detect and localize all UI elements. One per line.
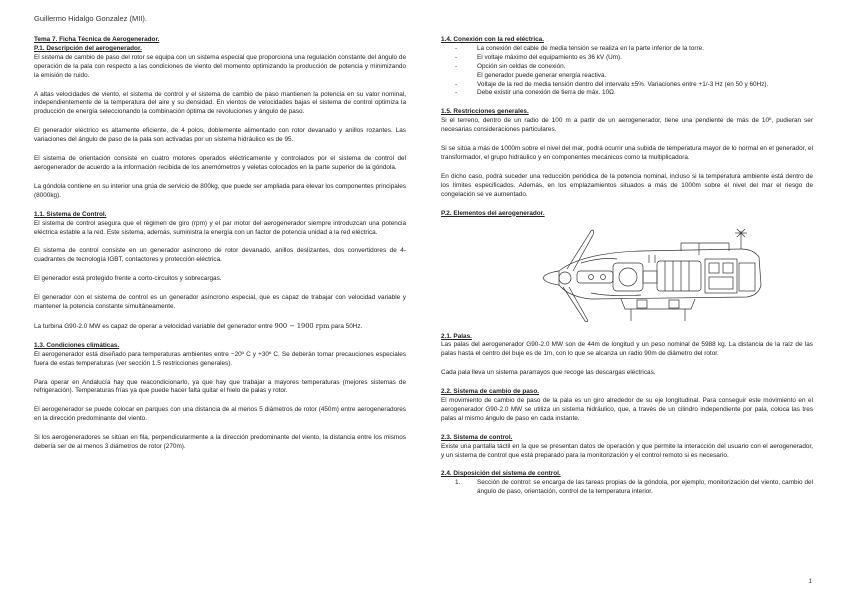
paragraph: El aerogenerador se puede colocar en parques con una distancia de al menos 5 diámetros de rotor (450m) entre aerogeneradores en la dirección predominante del viento. bbox=[34, 406, 406, 423]
paragraph: El sistema de orientación consiste en cuatro motores operados eléctricamente y controlados por el sistema de control del aerogenerador de acuerdo a la información recibida de los anemómetros y veletas colocados en la parte superior de la góndola. bbox=[34, 155, 406, 171]
paragraph: A altas velocidades de viento, el sistema de control y el sistema de cambio de paso mantienen la potencia en su valor nominal, independientemente de la temperatura del aire y su densidad. En vientos de velocidades bajas el sistema de control optimiza la producción de energía seleccionando la combinación óptima de revoluciones y ángulo de paso. bbox=[34, 90, 406, 116]
doc-title: Tema 7. Ficha Técnica de Aerogenerador. bbox=[34, 36, 160, 43]
paragraph: Para operar en Andalucía hay que reacondicionarlo, ya que hay que trabajar a mayores temperaturas (mejores sistemas de refrigeración). Temperaturas frías ya que puede hacer falta quitar el hielo de palas y rotor. bbox=[34, 378, 406, 395]
grid-connection-list bbox=[441, 45, 813, 98]
section-heading-1-3: 1.3. Condiciones climáticas. bbox=[34, 341, 120, 349]
paragraph: Existe una pantalla táctil en la que se presentan datos de operación y que permite la interacción del usuario con el aerogenerador, y un sistema de control que está preparado para la monitorización y el control remoto si es necesario. bbox=[441, 442, 813, 459]
turbine-speed-range: 900 − 1900 rpm bbox=[274, 321, 330, 330]
section-heading-1-5: 1.5. Restricciones generales. bbox=[441, 108, 529, 116]
paragraph: El generador está protegido frente a corto-circuitos y sobrecargas. bbox=[34, 275, 222, 283]
section-heading-p1: P.1. Descripción del aerogenerador. bbox=[34, 44, 142, 52]
section-heading-2-2: 2.2. Sistema de cambio de paso. bbox=[441, 388, 540, 396]
paragraph: En dicho caso, podrá suceder una reducción periódica de la potencia nominal, incluso si la temperatura ambiente está dentro de los límites especificados. Además, en los emplazamientos situados a más de 1000m sobre el nivel del mar el riesgo de congelación se ve aumentado. bbox=[441, 172, 813, 198]
paragraph: Si el terreno, dentro de un radio de 100 m a partir de un aerogenerador, tiene una pendiente de más de 10º, pudieran ser necesarias consideraciones particulares. bbox=[441, 117, 813, 134]
list-item: - La conexión del cable de media tensión se realiza en la parte inferior de la torre. bbox=[441, 45, 813, 54]
nacelle-housing bbox=[559, 249, 761, 299]
list-item: El generador puede generar energía reactiva. bbox=[477, 71, 607, 79]
section-heading-p2: P.2. Elementos del aerogenerador. bbox=[441, 209, 545, 217]
blade-lower bbox=[563, 287, 588, 322]
section-heading-2-1: 2.1. Palas. bbox=[441, 332, 472, 340]
left-column bbox=[34, 36, 406, 462]
transformer bbox=[739, 263, 755, 291]
paragraph: El sistema de cambio de paso del rotor se equipa con un sistema especial que proporciona una regulación constante del ángulo de operación de la pala con respecto a las condiciones de viento del momento optimizando la producción de potencia y minimizando la emisión de ruido. bbox=[34, 53, 406, 79]
paragraph: Las palas del aerogenerador G90-2.0 MW son de 44m de longitud y un peso nominal de 5988 kg. La distancia de la raíz de las palas hasta el centro del buje es de 1m, con lo que se alcanza un radio 90m de diámetro del rotor. bbox=[441, 341, 813, 358]
paragraph: El sistema de control consiste en un generador asíncrono de rotor devanado, anillos deslizantes, dos convertidores de 4-cuadrantes de tecnología IGBT, contactores y protección eléctrica. bbox=[34, 247, 406, 264]
hub-center bbox=[559, 272, 571, 284]
paragraph: El sistema de control asegura que el régimen de giro (rpm) y el par motor del aerogenerador siempre introduzcan una potencia eléctrica estable a la red. Este sistema, además, suministra la energía con un factor de potencia unidad a la red eléctrica. bbox=[34, 219, 406, 236]
coupling bbox=[643, 271, 657, 283]
list-item: - Opción sin celdas de conexión. bbox=[441, 63, 813, 72]
list-item: - El voltaje máximo del equipamiento es 36 kV (Um). bbox=[441, 54, 813, 63]
blade-upper bbox=[567, 230, 594, 271]
paragraph: El aerogenerador está diseñado para temperaturas ambientes entre −20º C y +30º C. Se deberán tomar precauciones especiales fuera de estas temperaturas (ver sección 1.5 restricciones generales). bbox=[34, 350, 406, 367]
main-shaft bbox=[577, 271, 613, 283]
paragraph: Cada pala lleva un sistema pararrayos que recoge las descargas eléctricas. bbox=[441, 369, 656, 377]
list-item: - Debe existir una conexión de tierra de máx. 10Ω. bbox=[441, 89, 813, 98]
paragraph: El generador eléctrico es altamente eficiente, de 4 polos, doblemente alimentado con rotor devanado y anillos rozantes. Las variaciones del ángulo de paso de la pala son activadas por un sistema hidráulico es de 95. bbox=[34, 127, 406, 144]
gearbox bbox=[613, 263, 643, 291]
item-number: 1. bbox=[455, 479, 461, 487]
turbine-text-after: para 50Hz. bbox=[329, 322, 363, 330]
yaw-ring bbox=[621, 299, 695, 309]
generator bbox=[657, 261, 701, 291]
paragraph: El movimiento de cambio de paso de la pala es un giro alrededor de su eje longitudinal. Para conseguir este movimiento en el aerogenerador G90-2.0 MW se utiliza un sistema hidráulico, que, a través de un cilindro independiente por pala, coloca las tres palas al mismo ángulo de paso en cada instante. bbox=[441, 397, 813, 422]
section-heading-2-4: 2.4. Disposición del sistema de control. bbox=[441, 470, 561, 478]
paragraph: El generador con el sistema de control es un generador asíncrono especial, que es capaz de trabajar con velocidad variable y mantener la potencia constante simultáneamente. bbox=[34, 294, 406, 311]
section-heading-1-1: 1.1. Sistema de Control. bbox=[34, 210, 107, 218]
numbered-item bbox=[441, 479, 813, 497]
list-item: - Voltaje de la red de media tensión dentro del intervalo ±5%. Variaciones entre +1/-3 Hz (en 50 y 60Hz). bbox=[441, 81, 813, 90]
paragraph-turbine-speed bbox=[34, 322, 406, 332]
item-text: Sección de control: se encarga de las tareas propias de la góndola, por ejemplo, monitorización del viento, cambio del ángulo de paso, orientación, control de la temperatura interior. bbox=[477, 479, 813, 496]
rotor-hub bbox=[543, 271, 559, 285]
right-column bbox=[441, 36, 813, 497]
control-layout-list bbox=[441, 479, 813, 497]
nacelle-diagram bbox=[441, 223, 813, 325]
page-number: 1 bbox=[808, 578, 812, 585]
control-cabinet bbox=[705, 259, 737, 293]
section-heading-1-4: 1.4. Conexión con la red eléctrica. bbox=[441, 36, 544, 43]
paragraph: Si los aerogeneradores se sitúan en fila, perpendicularmente a la dirección predominante del viento, la distancia entre los mismos debería ser de al menos 3 diámetros de rotor (270m). bbox=[34, 434, 406, 451]
section-heading-2-3: 2.3. Sistema de control. bbox=[441, 433, 513, 441]
nacelle-drawing bbox=[441, 223, 813, 325]
paragraph: Si se sitúa a más de 1000m sobre el nivel del mar, podrá ocurrir una subida de temperatura mayor de lo normal en el generador, el transformador, el grupo hidráulico y en componentes mecánicos como la multiplicadora. bbox=[441, 145, 813, 161]
paragraph: La góndola contiene en su interior una grúa de servicio de 800kg, que puede ser ampliada para elevar los componentes principales (8000kg). bbox=[34, 182, 406, 199]
author-header: Guillermo Hidalgo Gonzalez (MII). bbox=[34, 14, 147, 23]
turbine-text-before: La turbina G90-2.0 MW es capaz de operar a velocidad variable del generador entre bbox=[34, 322, 275, 330]
